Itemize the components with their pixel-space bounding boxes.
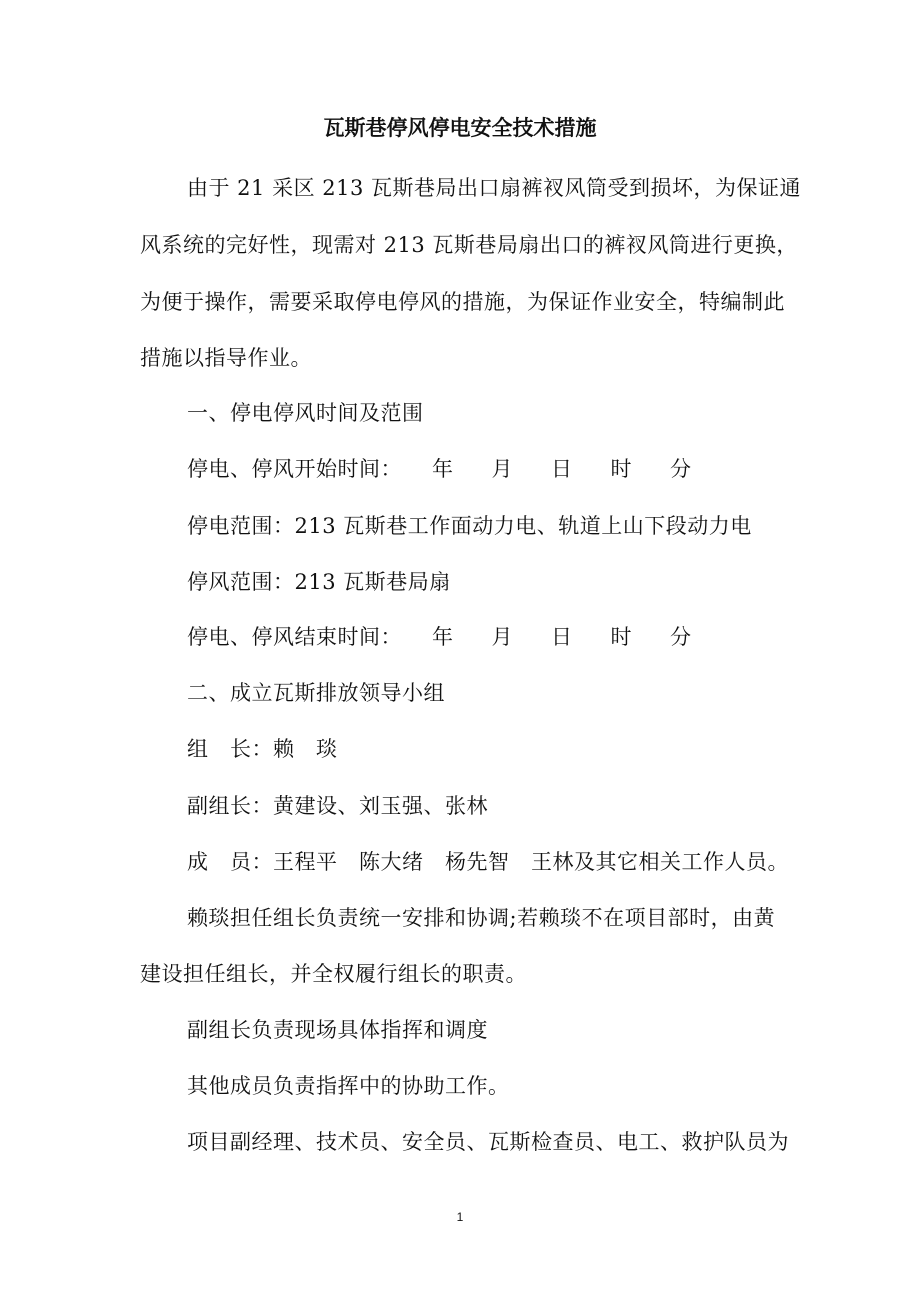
time-unit-year: 年 [432, 457, 454, 481]
member-name: 王林及其它相关工作人员。 [531, 850, 789, 874]
intro-line-1: 由于 21 采区 213 瓦斯巷局出口扇裤衩风筒受到损坏，为保证通 [187, 176, 802, 200]
page-number: 1 [456, 1210, 464, 1224]
duty-2: 副组长负责现场具体指挥和调度 [187, 1018, 488, 1042]
member-name: 陈大绪 [359, 850, 424, 874]
start-time-line [187, 453, 692, 483]
member-name: 王程平 [273, 850, 338, 874]
end-time-line [187, 621, 692, 651]
start-time-label: 停电、停风开始时间： [187, 457, 402, 481]
end-time-label: 停电、停风结束时间： [187, 625, 402, 649]
duty-3: 其他成员负责指挥中的协助工作。 [187, 1074, 510, 1098]
time-unit-minute: 分 [670, 457, 692, 481]
leader-line [187, 733, 338, 763]
document-title: 瓦斯巷停风停电安全技术措施 [323, 116, 597, 140]
members-label: 成 员： [187, 850, 273, 874]
duty-4: 项目副经理、技术员、安全员、瓦斯检查员、电工、救护队员为 [187, 1130, 789, 1154]
power-range: 停电范围：213 瓦斯巷工作面动力电、轨道上山下段动力电 [187, 514, 752, 538]
time-unit-hour: 时 [610, 625, 632, 649]
deputy-line: 副组长：黄建设、刘玉强、张林 [187, 794, 488, 818]
duty-1-line-2: 建设担任组长，并全权履行组长的职责。 [140, 962, 527, 986]
intro-line-3: 为便于操作，需要采取停电停风的措施，为保证作业安全，特编制此 [140, 290, 785, 314]
section-2-heading: 二、成立瓦斯排放领导小组 [187, 681, 445, 705]
duty-1-line-1: 赖琰担任组长负责统一安排和协调;若赖琰不在项目部时，由黄 [187, 906, 776, 930]
intro-line-2: 风系统的完好性，现需对 213 瓦斯巷局扇出口的裤衩风筒进行更换， [140, 233, 798, 257]
time-unit-day: 日 [551, 625, 573, 649]
member-name: 杨先智 [445, 850, 510, 874]
time-unit-minute: 分 [670, 625, 692, 649]
section-1-heading: 一、停电停风时间及范围 [187, 401, 424, 425]
intro-line-4: 措施以指导作业。 [140, 346, 312, 370]
leader-label: 组 长： [187, 737, 273, 761]
leader-name: 赖 琰 [273, 737, 338, 761]
time-unit-month: 月 [491, 625, 513, 649]
time-unit-day: 日 [551, 457, 573, 481]
time-unit-hour: 时 [610, 457, 632, 481]
members-line [187, 846, 789, 876]
time-unit-year: 年 [432, 625, 454, 649]
time-unit-month: 月 [491, 457, 513, 481]
fan-range: 停风范围：213 瓦斯巷局扇 [187, 570, 451, 594]
